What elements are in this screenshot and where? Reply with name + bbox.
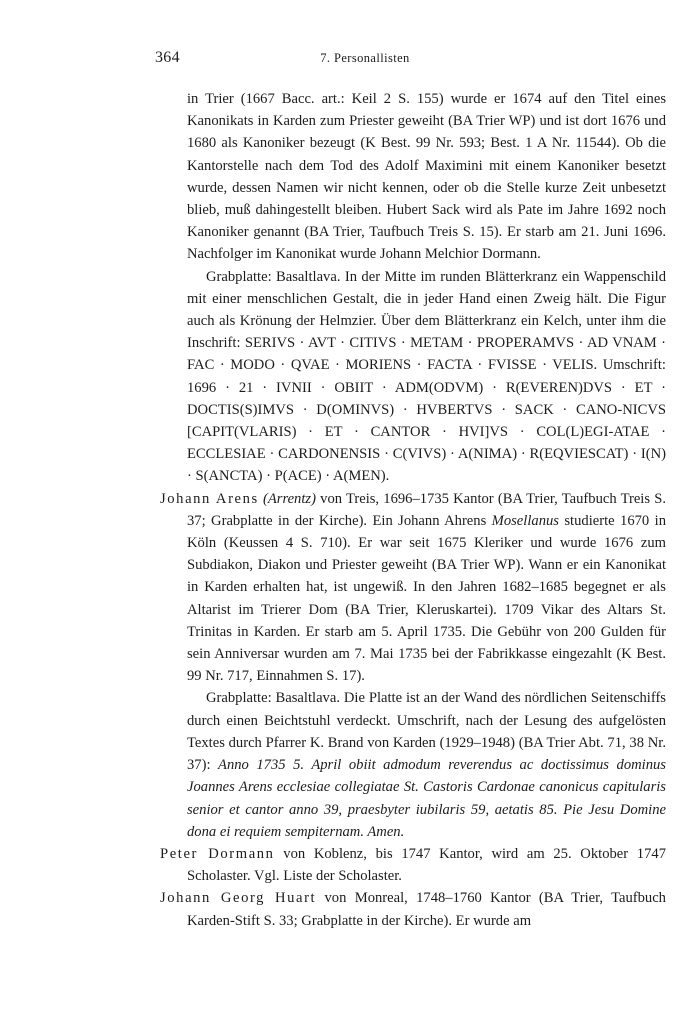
main-text xyxy=(160,88,666,932)
grabplatte-text: Grabplatte: Basaltlava. Die Platte ist an der Wand des nördlichen Seitenschiffs durch einen Beichtstuhl verdeckt. Umschrift, nach der Lesung des aufgelösten Textes durch Pfarrer K. Brand von Karden (1929–1948) (BA Trier Abt. 71, 38 Nr. 37): xyxy=(187,690,666,774)
page-number: 364 xyxy=(155,49,180,66)
entry-arens xyxy=(160,488,666,688)
grabplatte-inscription: Anno 1735 5. April obiit admodum reverendus ac doctissimus dominus Joannes Arens ecclesiae collegiatae St. Castoris Cardonae canonicus capitularis senior et cantor anno 39, praesbyter iubilaris 59, aetatis 85. Pie Jesu Domine dona ei requiem sempiternam. Amen. xyxy=(187,757,666,840)
running-title: 7. Personallisten xyxy=(320,51,410,65)
entry-italic-term: Mosellanus xyxy=(491,512,559,529)
entry-huart xyxy=(160,887,666,931)
paragraph-arens-grabplatte xyxy=(160,687,666,842)
entry-name: Johann Georg Huart xyxy=(160,890,317,907)
entry-text: studierte 1670 in Köln (Keussen 4 S. 710). Er war seit 1675 Kleriker und wurde 1676 zum Subdiakon, Diakon und Priester geweiht (BA Trier WP). Wann er ein Kanonikat in Karden erhalten hat, ist ungewiß. In den Jahren 1682–1685 begegnet er als Altarist im Trierer Dom (BA Trier, Kleruskartei). 1709 Vikar des Altars St. Trinitas in Karden. Er starb am 5. April 1735. Die Gebühr von 200 Gulden für sein Anniversar wurden am 7. Mai 1735 bei der Fabrikkasse eingezahlt (K Best. 99 Nr. 717, Einnahmen S. 17). xyxy=(187,512,666,685)
paragraph-sack-grabplatte: Grabplatte: Basaltlava. In der Mitte im runden Blätterkranz ein Wappenschild mit einer menschlichen Gestalt, die in jeder Hand einen Zweig hält. Die Figur auch als Krönung der Helmzier. Über dem Blätterkranz ein Kelch, unter ihm die Inschrift: SERIVS · AVT · CITIVS · METAM · PROPERAMVS · AD VNAM · FAC · MODO · QVAE · MORIENS · FACTA · FVISSE · VELIS. Umschrift: 1696 · 21 · IVNII · OBIIT · ADM(ODVM) · R(EVEREN)DVS · ET · DOCTIS(S)IMVS · D(OMINVS) · HVBERTVS · SACK · CANO-NICVS [CAPIT(VLARIS) · ET · CANTOR · HVI]VS · COL(L)EGI-ATAE · ECCLESIAE · CARDONENSIS · C(VIVS) · A(NIMA) · R(EQVIESCAT) · I(N) · S(ANCTA) · P(ACE) · A(MEN). xyxy=(187,268,666,485)
entry-text: von Treis, 1696–1735 Kantor (BA Trier, Taufbuch Treis S. 37; Grabplatte in der Kirche). Ein Johann Ahrens xyxy=(187,490,666,529)
entry-dormann xyxy=(160,843,666,887)
entry-name: Peter Dormann xyxy=(160,845,275,862)
entry-name: Johann Arens xyxy=(160,490,259,507)
entry-text: von Monreal, 1748–1760 Kantor (BA Trier, Taufbuch Karden-Stift S. 33; Grabplatte in der Kirche). Er wurde am xyxy=(187,890,666,929)
paragraph-sack-continued: in Trier (1667 Bacc. art.: Keil 2 S. 155) wurde er 1674 auf den Titel eines Kanonikats in Karden zum Priester geweiht (BA Trier WP) und ist dort 1676 und 1680 als Kanoniker bezeugt (K Best. 99 Nr. 593; Best. 1 A Nr. 11544). Ob die Kantorstelle nach dem Tod des Adolf Maximini mit einem Kanoniker besetzt wurde, dessen Namen wir nicht kennen, oder ob die Stelle kurze Zeit unbesetzt blieb, muß dahingestellt bleiben. Hubert Sack wird als Pate im Jahre 1692 noch Kanoniker genannt (BA Trier, Taufbuch Treis S. 15). Er starb am 21. Juni 1696. Nachfolger im Kanonikat wurde Johann Melchior Dormann. xyxy=(187,91,666,263)
entry-alias: (Arrentz) xyxy=(262,490,316,507)
entry-text: von Koblenz, bis 1747 Kantor, wird am 25. Oktober 1747 Scholaster. Vgl. Liste der Scholaster. xyxy=(187,845,666,885)
